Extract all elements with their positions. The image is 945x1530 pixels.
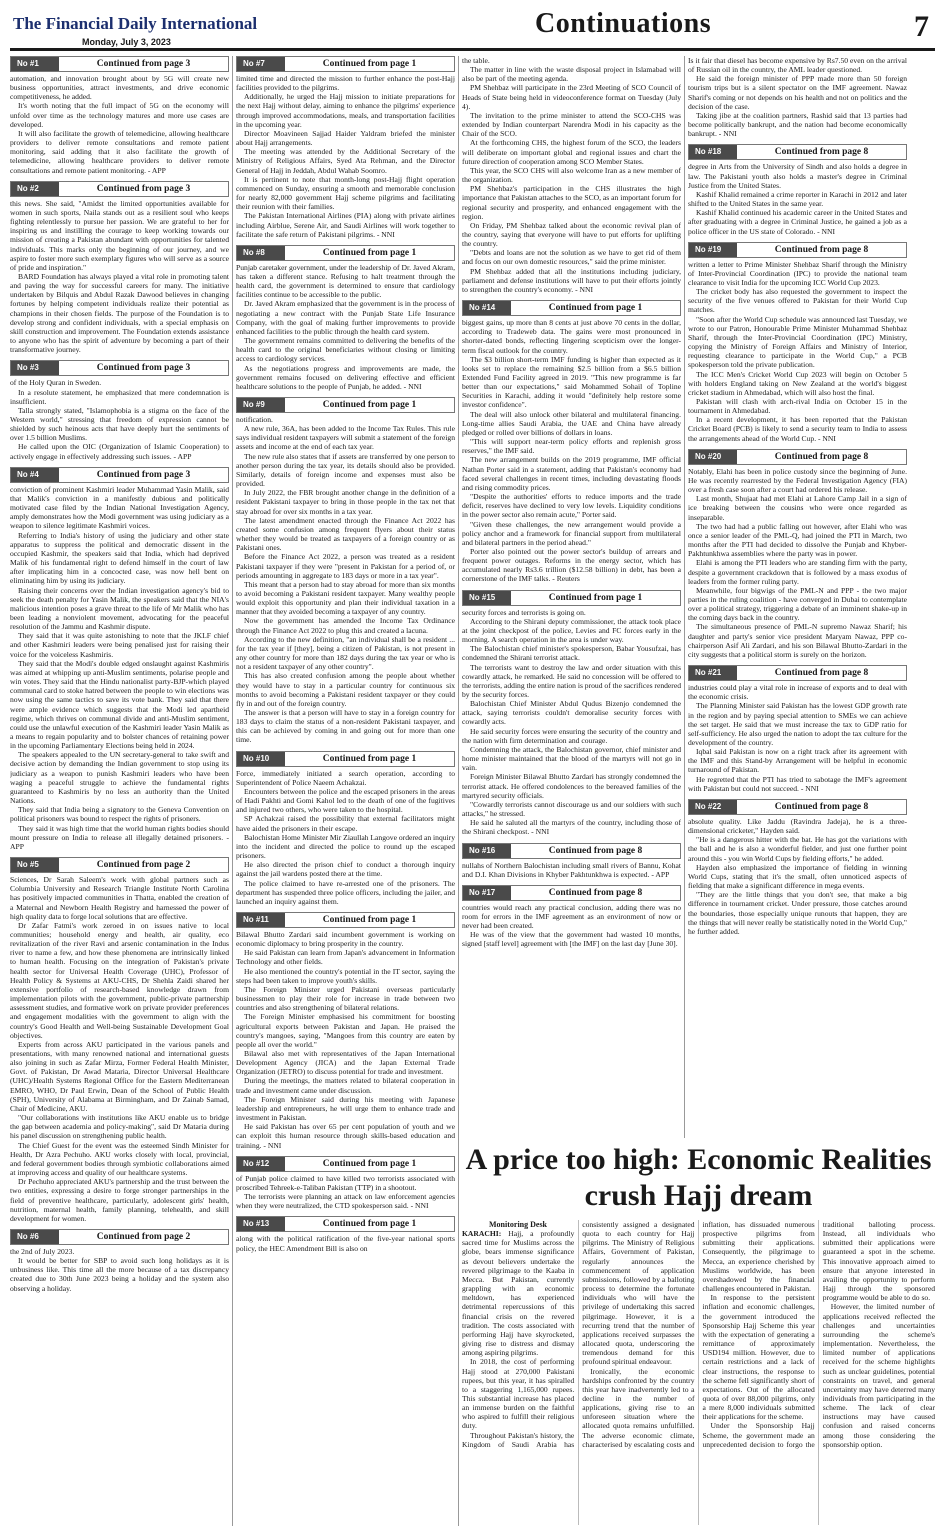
continued-label: Continued from page 1 <box>322 1219 417 1230</box>
paragraph: In July 2022, the FBR brought another change in the definition of a resident Pakistani taxpayer to bring in those people in the tax net that stay abroad for over six months in a tax year. <box>236 488 455 516</box>
paragraph: The terrorists were planning an attack on law enforcement agencies when they were neutralized, the CTD spokesperson said. - NNI <box>236 1192 455 1211</box>
story <box>688 665 907 793</box>
story <box>236 751 455 906</box>
story-number-badge: No #4 <box>11 468 59 482</box>
story-number-badge: No #6 <box>11 1230 59 1244</box>
paragraph: In a resolute statement, he emphasized that mere condemnation is insufficient. <box>10 387 229 406</box>
paragraph: The Balochistan chief minister's spokesperson, Babar Yousufzai, has condemned the Shirani terrorist attack. <box>462 644 681 663</box>
paragraph: The answer is that a person will have to stay in a foreign country for 183 days to claim the status of a non-resident Pakistani taxpayer, and this can be achieved by coming in and going out for more than one time. <box>236 708 455 745</box>
paragraph: The Planning Minister said Pakistan has the lowest GDP growth rate in the region and by paying special attention to SMEs we can achieve the set target. He said that we must increase the tax to GDP ratio for self-sufficiency. He also urged the nation to adopt the tax culture for the development of the country. <box>688 701 907 747</box>
paragraph: Balochistan Home Minister Mir Ziaullah Langove ordered an inquiry into the incident and directed the police to round up the escaped prisoners. <box>236 832 455 861</box>
paragraph: The terrorists want to destroy the law and order situation with this cowardly attack, he remarked. He said no concession will be offered to the terrorists, adding the entire nation is proud of the sacrifices rendered by the security forces. <box>462 662 681 699</box>
paragraph: The speakers appealed to the UN secretary-general to take swift and decisive action by demanding the Indian government to stop using its judiciary as a weapon to punish Kashmiri leaders who have been waging a peaceful struggle to achieve the fundamental rights guaranteed to Kashmiris by no less an authority than the United Nations. <box>10 750 229 806</box>
story <box>236 245 455 391</box>
story-body <box>462 318 681 584</box>
paragraph: Before the Finance Act 2022, a person was treated as a resident Pakistani taxpayer if they were "present in Pakistan for a period of, or periods amounting in aggregate to 183 days or more in a tax year". <box>236 552 455 580</box>
story <box>688 449 907 659</box>
story-body <box>462 903 681 949</box>
story-number-badge: No #10 <box>237 752 285 766</box>
continued-label: Continued from page 3 <box>96 59 191 69</box>
paragraph: The Foreign Minister said during his meeting with Japanese leadership and entrepreneurs, he will urge them to enhance trade and investment in Pakistan. <box>236 1094 455 1123</box>
continued-label: Continued from page 2 <box>96 1231 191 1242</box>
section-title: Continuations <box>535 8 712 39</box>
story-header <box>10 1229 229 1245</box>
continued-label: Continued from page 8 <box>774 244 869 255</box>
feature-paragraph: In response to the persistent inflation and economic challenges, the government introduced the Sponsorship Hajj Scheme this year with the expectation of generating a remittance of approximately USD194 million. However, due to certain restrictions and a lack of clear instructions, the response to the scheme fell significantly short of expectations. Out of the allocated quota of over 88,000 pilgrims, only a mere 8,000 individuals submitted their applications for the scheme. <box>702 1293 815 1422</box>
story-number-badge: No #11 <box>237 913 285 927</box>
paragraph: They said that India being a signatory to the Geneva Convention on political prisoners was bound to respect the rights of prisoners. <box>10 805 229 824</box>
continued-label: Continued from page 2 <box>96 860 191 871</box>
paragraph: He said he saluted all the martyrs of the country, including those of the Shirani checkpost. - NNI <box>462 818 681 837</box>
story-header <box>462 843 681 859</box>
story-header <box>236 1156 455 1172</box>
story-body <box>688 56 907 138</box>
paragraph: This year, the SCO CHS will also welcome Iran as a new member of the organization. <box>462 165 681 185</box>
feature-article <box>462 1142 935 1526</box>
paragraph: The latest amendment enacted through the Finance Act 2022 has created some confusion among frequent flyers about their status whether they would be treated as taxpayers of a foreign country or as Pakistani ones. <box>236 515 455 553</box>
story <box>688 56 907 138</box>
column-divider <box>232 56 233 1526</box>
paragraph: Bilawal also met with representatives of the Japan International Development Agency (JICA) and the Japan External Trade Organization (JETRO) to discuss potential for trade and investment. <box>236 1049 455 1077</box>
story-body <box>10 1247 229 1293</box>
continued-label: Continued from page 3 <box>96 469 191 480</box>
continued-label: Continued from page 3 <box>96 363 191 374</box>
feature-paragraph: Throughout Pakistan's history, the Kingdom of Saudi Arabia has consistently assigned a designated quota to each country for Hajj pilgrims. The Ministry of Religious Affairs, Government of Pakistan, regularly announces the commencement of application submissions, followed by a balloting process to determine the fortunate individuals who will have the privilege of undertaking this sacred pilgrimage. However, it is a recurring trend that the number of applications received surpasses the allocated quota, underscoring the tremendous demand for this profound spiritual endeavour. <box>462 1220 695 1449</box>
paragraph: Elahi is among the PTI leaders who are standing firm with the party, despite a government crackdown that is followed by a mass exodus of leaders from the former ruling party. <box>688 558 907 586</box>
paragraph: During the meetings, the matters related to bilateral cooperation in trade and investment came under discussion. <box>236 1076 455 1095</box>
paragraph: Force, immediately initiated a search operation, according to Superintendent of Police Naeem Achakzai. <box>236 768 455 787</box>
page-number: 7 <box>914 10 929 43</box>
masthead-rule <box>10 48 935 51</box>
paragraph: He said Pakistan can learn from Japan's advancement in Information Technology and other fields. <box>236 948 455 967</box>
paragraph: The government remains committed to delivering the benefits of the health card to the original beneficiaries without closing or limiting access to cardiology services. <box>236 336 455 364</box>
column-3 <box>462 56 681 1138</box>
paragraph: Iqbal said Pakistan is now on a right track after its agreement with the IMF and this Stand-by Arrangement will be helpful in economic turnaround of Pakistan. <box>688 747 907 775</box>
paragraph: "This will support near-term policy efforts and replenish gross reserves," the IMF said. <box>462 437 681 456</box>
paragraph: of the Holy Quran in Sweden. <box>10 378 102 388</box>
paragraph: He regretted that the PTI has tried to sabotage the IMF's agreement with Pakistan but could not succeed. - NNI <box>688 774 907 793</box>
paragraph: Kashif Khalid remained a crime reporter in Karachi in 2012 and later shifted to the United States in the same year. <box>688 189 907 209</box>
paragraph: Notably, Elahi has been in police custody since the beginning of June. He was recently rearrested by the Federal Investigation Agency (FIA) over a fresh case soon after a court had ordered his release. <box>688 466 907 495</box>
paragraph: Additionally, he urged the Hajj mission to initiate preparations for the next Hajj without delay, aiming to enhance the pilgrims' experience through improved accommodations, meals, and transportation facilities in the upcoming year. <box>236 92 455 129</box>
story <box>462 56 681 294</box>
paragraph: The cricket body has also requested the government to inspect the security of the five venues offered to Pakistan for their World Cup matches. <box>688 287 907 315</box>
story-number-badge: No #12 <box>237 1157 285 1171</box>
paragraph: "Despite the authorities' efforts to reduce imports and the trade deficit, reserves have declined to very low levels. Liquidity conditions in the power sector also remain acute," Porter said. <box>462 492 681 520</box>
continued-label: Continued from page 1 <box>322 914 417 925</box>
paragraph: It would be better for SBP to avoid such long holidays as it is unbusiness like. This time all the more because of a tax discrepancy created due to 30th June 2023 being a holiday and the system also observing a holiday. <box>10 1256 229 1293</box>
paragraph: The simultaneous presence of PML-N supremo Nawaz Sharif; his daughter and party's senior vice president Maryam Nawaz, PPP co-chairperson Asif Ali Zardari, and his son Bilawal Bhutto-Zardari in the city suggests that a political storm is surely on the horizon. <box>688 622 907 659</box>
paragraph: Talla strongly stated, "Islamophobia is a stigma on the face of the Western world," stressing that freedom of expression cannot be shielded by such heinous acts that have deeply hurt the sentiments of over 1.5 billion Muslims. <box>10 405 229 443</box>
story-header <box>236 56 455 72</box>
story-number-badge: No #21 <box>689 666 737 680</box>
paragraph: They said that the Modi's double edged onslaught against Kashmiris was aimed at whipping up anti-Muslim sentiments, polarise people and win votes. They said that the Hindu nationalist party-BJP-which played communal card to stoke hatred between the people to win elections was now using the same tactics to save its vote bank. They said that there were ample evidence which suggests that the Modi led apartheid regime, which thrives on communal divide and anti-Muslim sentiment, could use the unlawful execution of the Kashmiri leader Yasin Malik as a means to regain popularity and to bolster chances of retaining power in the upcoming Parliamentary Elections being held in 2024. <box>10 658 229 751</box>
paragraph: Encounters between the police and the escaped prisoners in the areas of Hadi Pakhti and Gomi Kahol led to the death of one of the fugitives and injured two others, who were taken to the hospital. <box>236 786 455 815</box>
story-number-badge: No #15 <box>463 591 511 605</box>
story-body <box>236 74 455 239</box>
story <box>688 242 907 443</box>
story-header <box>688 144 907 160</box>
paragraph: along with the political ratification of the five-year national sports policy, the HEC Amendment Bill is also on <box>236 1234 455 1253</box>
paragraph: written a letter to Prime Minister Shehbaz Sharif through the Ministry of Inter-Provincial Coordination (IPC) to provide the national team clearance to visit India for the upcoming ICC World Cup 2023. <box>688 259 907 287</box>
continued-label: Continued from page 1 <box>548 592 643 603</box>
paragraph: countries would reach any practical conclusion, adding there was no room for errors in the IMF agreement as an environment of now or never had been created. <box>462 902 681 931</box>
paragraph: Pakistan will clash with arch-rival India on October 15 in the tournament in Ahmedabad. <box>688 397 907 416</box>
paragraph: notification. <box>236 415 273 424</box>
paragraph: He was of the view that the government had wasted 10 months, signed [staff level] agreement with [the IMF] on the last day [June 30]. <box>462 930 681 949</box>
story-number-badge: No #22 <box>689 800 737 814</box>
feature-body <box>462 1220 935 1525</box>
story <box>462 843 681 879</box>
story <box>236 1216 455 1252</box>
story-header <box>688 242 907 258</box>
story <box>236 1156 455 1211</box>
paragraph: The new rule also states that if assets are transferred by one person to another person during the tax year, its details should also be provided. Similarly, details of foreign income and expenses must also be provided. <box>236 451 455 489</box>
story <box>236 912 455 1150</box>
paragraph: It will also facilitate the growth of telemedicine, allowing healthcare providers to deliver remote consultations and remote patient monitoring, said adding that it also facilitate the growth of telemedicine, allowing healthcare providers to deliver remote consultations and remote patient monitoring. - APP <box>10 128 229 175</box>
paragraph: He said security forces were ensuring the security of the country and the nation with firm determination and courage. <box>462 726 681 745</box>
feature-paragraph: KARACHI: Hajj, a profoundly sacred time for Muslims across the globe, bears immense significance as devout believers undertake the revered pilgrimage to the Kaaba in Mecca. But Pakistan, currently grappling with an economic meltdown, has experienced detrimental repercussions of this financial crisis on the revered tradition. The costs associated with performing Hajj have skyrocketed, giving rise to distress and dismay among aspiring pilgrims. <box>462 1229 575 1358</box>
story-number-badge: No #19 <box>689 243 737 257</box>
story-body <box>10 485 229 851</box>
story-body <box>236 769 455 906</box>
paragraph: limited time and directed the mission to further enhance the post-Hajj facilities provided to the pilgrims. <box>236 74 455 93</box>
story-header <box>236 751 455 767</box>
paragraph: Raising their concerns over the Indian investigation agency's bid to seek the death penalty for Yasin Malik, the speakers said that the NIA's malicious intention poses a grave threat to the life of Mr Malik who has been leading a nonviolent movement, advocating for the peaceful resolution of the Jammu and Kashmir dispute. <box>10 585 229 632</box>
paragraph: Meanwhile, four bigwigs of the PML-N and PPP - the two major parties in the ruling coalition - have converged in Dubai to contemplate over a political strategy, triggering a debate of an imminent shake-up in the coming days back in the country. <box>688 585 907 623</box>
story-body <box>688 467 907 659</box>
paragraph: In a recent development, it has been reported that the Pakistan Cricket Board (PCB) is likely to send a security team to India to assess the arrangements ahead of the World Cup. - NNI <box>688 415 907 443</box>
story <box>688 144 907 235</box>
story-header <box>236 397 455 413</box>
story <box>688 799 907 936</box>
paragraph: security forces and terrorists is going on. <box>462 607 586 617</box>
paragraph: biggest gains, up more than 8 cents at just above 70 cents in the dollar, according to Tradeweb data. The gains were most pronounced in shorter-dated bonds, reflecting lingering scepticism over the longer-term fiscal outlook for the country. <box>462 318 681 355</box>
paragraph: He also directed the prison chief to conduct a thorough inquiry against the jail wardens posted there at the time. <box>236 860 455 879</box>
column-divider <box>458 56 459 1526</box>
paragraph: The matter in line with the waste disposal project in Islamabad will also be part of the meeting agenda. <box>462 65 681 84</box>
continued-label: Continued from page 8 <box>774 801 869 812</box>
story <box>10 181 229 355</box>
paragraph: "Soon after the World Cup schedule was announced last Tuesday, we wrote to our Patron, Honourable Prime Minister Muhammad Shehbaz Sharif, through the Inter-Provincial Coordination (IPC) Ministry, copying the Ministry of Foreign Affairs and Ministry of Interior, requesting clearance to participate in the World Cup," a PCB spokesperson told the private publication. <box>688 314 907 370</box>
paragraph: Last month, Shujaat had met Elahi at Lahore Camp Jail in a sign of ice breaking between the cousins who were once regarded as inseparable. <box>688 494 907 522</box>
issue-date: Monday, July 3, 2023 <box>82 37 171 47</box>
story <box>462 590 681 837</box>
story-number-badge: No #7 <box>237 57 285 71</box>
paragraph: Dr Zafar Fatmi's work zeroed in on issues native to local communities; household energy and health, air quality, eco revitalization of the river Ravi and arsenic contamination in the Indus river to name a few, and how these phenomena are intrinsically linked to human health. Focusing on the integration of Pakistan's private health sector for Universal Health Coverage (UHC), Professor of Health Policy & Systems at AKU-CHS, Dr Shehla Zaidi shared her extensive portfolio of research-based knowledge drawn from implementation pilots with the government, public-private partnership assessment studies, and formative work on private provider preferences and engagement modalities with the government to align with the country's Good Health and Well-being Sustainable Development Goal objectives. <box>10 920 229 1040</box>
story-body <box>236 1234 455 1252</box>
story-header <box>10 360 229 376</box>
column-4 <box>688 56 907 1138</box>
paragraph: Punjab caretaker government, under the leadership of Dr. Javed Akram, has taken a different stance. Refusing to halt treatment through the health card, the government is determined to ensure that cardiology facilities continue to be accessible to the public. <box>236 262 455 300</box>
paragraph: Experts from across AKU participated in the various panels and presentations, with many renowned national and international guests also joining in such as Zafar Mirza, Former Federal Health Minister, Govt. of Pakistan, Dr Awad Mataria, Director Universal Healthcare (UHC)/Health Systems Regional Office for the Eastern Mediterranean EMRO, WHO, Dr Paul Erwin, Dean of the School of Public Health (SPH), University of Alabama at Birmingham, and Dr Zainab Samad, Chair of Medicine, AKU. <box>10 1039 229 1113</box>
paragraph: It's worth noting that the full impact of 5G on the economy will unfold over time as the technology matures and more use cases are developed. <box>10 101 229 129</box>
paragraph: It is pertinent to note that month-long post-Hajj flight operation commenced on Sunday, ensuring a smooth and memorable conclusion for nearly 82,000 government Hajj scheme pilgrims and facilitating their reunion with their families. <box>236 174 455 212</box>
story-header <box>462 590 681 606</box>
story-header <box>236 912 455 928</box>
feature-paragraph: In 2018, the cost of performing Hajj stood at 270,000 Pakistani rupees, but this year, it has spiralled to a staggering 1,165,000 rupees. This substantial increase has placed an immense burden on the faithful who aspired to fulfill their religious duty. <box>462 1357 575 1431</box>
paragraph: Dr. Javed Akram emphasized that the government is in the process of negotiating a new contract with the Punjab State Life Insurance Company, with the goal of making further improvements to provide enhanced facilities to the public through the health card system. <box>236 299 455 336</box>
story-body <box>10 378 229 460</box>
story-body <box>236 415 455 745</box>
story <box>10 56 229 175</box>
paragraph: The ICC Men's Cricket World Cup 2023 will begin on October 5 with holders England taking on New Zealand at the world's biggest cricket stadium in Ahmedabad, which will also host the final. <box>688 369 907 397</box>
paragraph: Director Moavineen Sajjad Haider Yaldram briefed the minister about Hajj arrangements. <box>236 128 455 148</box>
paragraph: the 2nd of July 2023. <box>10 1246 75 1256</box>
continued-label: Continued from page 1 <box>322 59 417 69</box>
paragraph: Porter also pointed out the power sector's buildup of arrears and frequent power outages. Reforms in the energy sector, which has accumulated nearly Rs3.6 trillion ($12.58 billion) in debt, has been a cornerstone of the IMF talks. - Reuters <box>462 546 681 584</box>
column-divider <box>684 56 685 1138</box>
story-body <box>688 162 907 235</box>
paragraph: "Cowardly terrorists cannot discourage us and our soldiers with such attacks," he stressed. <box>462 799 681 819</box>
paragraph: Taking jibe at the coalition partners, Rashid said that 13 parties had become politically bankrupt, and the nation had become economically bankrupt. - NNI <box>688 110 907 139</box>
story <box>10 857 229 1223</box>
story-number-badge: No #14 <box>463 301 511 315</box>
paragraph: nullahs of Northern Balochistan including small rivers of Bannu, Kohat and D.I. Khan Divisions in Khyber Pakhtunkhwa is expected. - APP <box>462 860 681 879</box>
story-number-badge: No #17 <box>463 886 511 900</box>
paragraph: As the negotiations progress and improvements are made, the government remains focused on delivering effective and efficient healthcare solutions to the people of Punjab, he added. - NNI <box>236 363 455 391</box>
story-header <box>10 857 229 873</box>
paragraph: Condemning the attack, the Balochistan governor, chief minister and home minister maintained that the blood of the martyrs will not go in vain. <box>462 744 681 773</box>
continued-label: Continued from page 1 <box>322 1158 417 1169</box>
story-body <box>462 608 681 837</box>
paragraph: The police claimed to have re-arrested one of the prisoners. The department has suspended three police officers, including the jailer, and launched an inquiry against them. <box>236 878 455 906</box>
paragraph: They said it was high time that the world human rights bodies should mount pressure on India to release all illegally detained prisoners. - APP <box>10 823 229 851</box>
paragraph: Dr Pechuho appreciated AKU's partnership and the trust between the two entities, expressing a desire to forge stronger partnerships in the field of preventive healthcare, particularly, adolescent girls' health, nutrition, maternal health, family planning, telehealth, and skill development for women. <box>10 1177 229 1223</box>
story-header <box>462 300 681 316</box>
paragraph: "Given these challenges, the new arrangement would provide a policy anchor and a framework for financial support from multilateral and bilateral partners in the period ahead." <box>462 519 681 547</box>
continued-label: Continued from page 1 <box>322 400 417 410</box>
paragraph: industries could play a vital role in increase of exports and to deal with the economic crisis. <box>688 683 907 702</box>
paragraph: According to the new definition, "an individual shall be a resident ... for the tax year if [they], being a citizen of Pakistan, is not present in any other country for more than 182 days during the tax year or who is not a resident taxpayer of any other country". <box>236 634 455 672</box>
story-number-badge: No #13 <box>237 1217 285 1231</box>
continued-label: Continued from page 8 <box>548 845 643 856</box>
paragraph: This meant that a person had to stay abroad for more than six months to avoid becoming a Pakistani resident taxpayer. Many wealthy people would exploit this opportunity and plan their individual taxation in a manner that they avoided becoming a taxpayer of any country. <box>236 579 455 617</box>
paragraph: conviction of prominent Kashmiri leader Muhammad Yasin Malik, said that Malik's conviction in a manifestly dubious and politically motivated case filed by the Indian National Investigation Agency, amply demonstrates how the Modi government was using judiciary as a weapon to silence legitimate Kashmiri voices. <box>10 484 229 531</box>
paragraph: of Punjab police claimed to have killed two terrorists associated with proscribed Tehreek-e-Taliban Pakistan (TTP) in a shootout. <box>236 1173 455 1192</box>
paragraph: automation, and innovation brought about by 5G will create new business opportunities, attract investments, and drive economic competitiveness, he added. <box>10 74 229 102</box>
feature-headline: A price too high: Economic Realities crush Hajj dream <box>465 1143 932 1212</box>
paragraph: He said the foreign minister of PPP made more than 50 foreign tourism trips but is a silent spectator on the IMF agreement. Nawaz Sharif's coming or not depends on his health and not on politics and the decision of the case. <box>688 74 907 111</box>
story-body <box>688 260 907 443</box>
feature-paragraph: However, the limited number of applications received reflected the challenges and uncertainties surrounding the scheme's implementation. Nevertheless, the limited number of applications received for the scheme highlights such as unclear guidelines, potential constraints on travel, and general uncertainty may have deterred many individuals from participating in the scheme. The lack of clear instructions may have caused confusion and raised concerns among those considering the sponsorship option. <box>822 1302 935 1449</box>
paragraph: "Our collaborations with institutions like AKU enable us to bridge the gap between academia and policy-making", said Dr Mataria during his panel discussion on strengthening public health. <box>10 1113 229 1141</box>
continued-label: Continued from page 8 <box>774 451 869 462</box>
story-header <box>688 799 907 815</box>
story-header <box>462 885 681 901</box>
continued-label: Continued from page 1 <box>322 247 417 258</box>
story-body <box>10 199 229 355</box>
paragraph: Kashif Khalid continued his academic career in the United States and after graduating with a degree in Criminal Justice, he gained a job as a police officer in the US state of Colorado. - NNI <box>688 208 907 236</box>
paragraph: The Chief Guest for the event was the esteemed Sindh Minister for Health, Dr Azra Pechuho. AKU works closely with local, provincial, and federal government bodies through symbiotic collaborations aimed at improving access and quality of our healthcare systems. <box>10 1140 229 1178</box>
story <box>10 467 229 851</box>
paragraph: the table. <box>462 56 490 65</box>
story-body <box>236 1174 455 1211</box>
continued-label: Continued from page 1 <box>322 753 417 764</box>
continued-label: Continued from page 3 <box>96 183 191 194</box>
paragraph: "Debts and loans are not the solution as we have to get rid of them and focus on our own domestic resources," said the prime minister. <box>462 248 681 267</box>
story-number-badge: No #18 <box>689 145 737 159</box>
paragraph: BARD Foundation has always played a vital role in promoting talent and paving the way for successful careers for many. The initiative undertaken by Bilquis and Abdul Razak Dawood believes in changing fortunes by helping competent individuals realize their potential as champions in their chosen fields. The purpose of the Foundation is to develop strong and confident individuals, with a special emphasis on skill construction and improvement. The Foundation extends assistance to anyone who has the spirit of adventure by becoming a part of their transformative journey. <box>10 271 229 355</box>
masthead <box>10 6 935 46</box>
story-body <box>236 930 455 1150</box>
continued-label: Continued from page 8 <box>774 668 869 679</box>
paragraph: The invitation to the prime minister to attend the SCO-CHS was extended by Indian counterpart Narendra Modi in his capacity as the Chair of the SCO. <box>462 110 681 139</box>
paragraph: Foreign Minister Bilawal Bhutto Zardari has strongly condemned the terrorist attack. He offered condolences to the bereaved families of the martyred security officials. <box>462 772 681 800</box>
continued-label: Continued from page 8 <box>548 887 643 898</box>
paragraph: absolute quality. Like Jaddu (Ravindra Jadeja), he is a three-dimensional cricketer," Hayden said. <box>688 816 907 836</box>
story <box>462 300 681 584</box>
paragraph: The Foreign Minister emphasised his commitment for boosting agricultural exports between Pakistan and Japan. He praised the country's mangoes, saying, "Mangoes from this country are eaten by people all over the world." <box>236 1012 455 1049</box>
feature-paragraph: Under the Sponsorship Hajj Scheme, the government made an unprecedented decision to forgo the traditional balloting process. Instead, all individuals who submitted their applications were guaranteed a spot in the scheme. This innovative approach aimed to ensure that anyone interested in availing the opportunity to perform Hajj through the sponsored programme would be able to do so. <box>702 1220 935 1449</box>
paragraph: PM Shehbaz added that all the institutions including judiciary, parliament and defense institutions will have to put their efforts jointly to strengthen the country's economy. - NNI <box>462 266 681 294</box>
story-header <box>236 1216 455 1232</box>
story-number-badge: No #9 <box>237 398 285 412</box>
paragraph: "They are the little things that you don't see, that make a big difference in tournament cricket. Under pressure, those catches around the boundaries, those especially unique runouts that happen, they are the things that will never really be statistically noted in the World Cup," he further added. <box>688 890 907 936</box>
story-body <box>688 683 907 793</box>
story-number-badge: No #20 <box>689 450 737 464</box>
story-body <box>688 817 907 936</box>
paragraph: PM Shehbaz's participation in the CHS illustrates the high importance that Pakistan attaches to the SCO, as an important forum for regional security and prosperity, and enhanced engagement with the region. <box>462 184 681 221</box>
paragraph: Hayden also emphasized the importance of fielding in winning World Cups, stating that it's the small, often unnoticed aspects of fielding that make a significant difference in mega events. <box>688 862 907 891</box>
paragraph: Referring to India's history of using the judiciary and other state apparatus to suppress the political and democratic dissent in the occupied Kashmir, the speakers said that India, which had deprived Malik of his fundamental right to defend himself in the court of law after implicating him in a concocted case, was now hell bent on eliminating him by using its judiciary. <box>10 530 229 586</box>
story-number-badge: No #3 <box>11 361 59 375</box>
paragraph: On Friday, PM Shehbaz talked about the economic revival plan of the country, saying that everyone will have to put efforts for uplifting the country. <box>462 220 681 249</box>
story-header <box>10 181 229 197</box>
story-number-badge: No #8 <box>237 246 285 260</box>
story <box>10 360 229 460</box>
dateline: KARACHI: <box>462 1229 509 1239</box>
paragraph: Balochistan Chief Minister Abdul Qudus Bizenjo condemned the attack, saying terrorists couldn't demoralise security forces with cowardly acts. <box>462 699 681 727</box>
paragraph: degree in Arts from the University of Sindh and also holds a degree in law. The Pakistani youth also holds a master's degree in Criminal Justice from the United States. <box>688 162 907 190</box>
paragraph: The Foreign Minister urged Pakistani overseas particularly businessmen to play their role for increase in trade between two countries and also strengthening of bilateral relations. <box>236 984 455 1013</box>
story-header <box>688 449 907 465</box>
paragraph: At the forthcoming CHS, the highest forum of the SCO, the leaders will deliberate on important global and regional issues and chart the future direction of cooperation among SCO Member States. <box>462 138 681 166</box>
paragraph: He also mentioned the country's potential in the IT sector, saying the steps had been taken to improve youth's skills. <box>236 966 455 985</box>
story-header <box>10 467 229 483</box>
continued-label: Continued from page 8 <box>774 147 869 158</box>
feature-byline: Monitoring Desk <box>489 1220 547 1229</box>
paragraph: He said Pakistan has over 65 per cent population of youth and we can exploit this human resource through skills-based education and training. - NNI <box>236 1122 455 1150</box>
paragraph: Bilawal Bhutto Zardari said incumbent government is working on economic diplomacy to bring prosperity in the country. <box>236 929 455 949</box>
feature-paragraph: Ironically, the economic hardships confronted by the country this year have inadvertently led to a decline in the number of applications, giving rise to an unforeseen situation where the allocated quota remains unfulfilled. The adverse economic climate, characterised by escalating costs and inflation, has dissuaded numerous prospective pilgrims from submitting their applications. Consequently, the pilgrimage to Mecca, an experience cherished by Muslims worldwide, has been overshadowed by the financial challenges encountered in Pakistan. <box>582 1220 815 1449</box>
story-number-badge: No #1 <box>11 57 59 71</box>
paragraph: SP Achakzai raised the possibility that external facilitators might have aided the prisoners in their escape. <box>236 814 455 833</box>
paragraph: According to the Shirani deputy commissioner, the attack took place at the joint checkpost of the police, Levies and FC forces early in the morning. A search operation in the area is under way. <box>462 616 681 645</box>
story-header <box>688 665 907 681</box>
paragraph: The deal will also unlock other bilateral and multilateral financing. Long-time allies Saudi Arabia, the UAE and China have already pledged or rolled over billions of dollars in loans. <box>462 409 681 437</box>
paragraph: They said that it was quite astonishing to note that the JKLF chief and other Kashmiri leaders were being penalised just for raising their voice for the voiceless Kashmiris. <box>10 631 229 659</box>
column-1 <box>10 56 229 1526</box>
paragraph: The new arrangement builds on the 2019 programme, IMF official Nathan Porter said in a statement, adding that Pakistan's economy had faced several challenges in recent times, including devastating floods and rising commodity prices. <box>462 455 681 492</box>
paragraph: He called upon the OIC (Organization of Islamic Cooperation) to actively engage in effectively addressing such issues. - APP <box>10 442 229 461</box>
story-body <box>10 74 229 175</box>
story-number-badge: No #5 <box>11 858 59 872</box>
story-header <box>236 245 455 261</box>
paragraph: this news. She said, "Amidst the limited opportunities available for women in such sports, Naila stands out as a resilient soul who keeps fighting relentlessly to pursue her passion. We are grateful to her for inspiring us and instilling the courage to keep working towards our mission of creating a Pakistan abundant with opportunities for talented individuals. This marks only the beginning of our journey, and we aspire to foster more such exemplary figures who will serve as a source of pride and inspiration." <box>10 198 229 272</box>
story <box>462 885 681 949</box>
story <box>236 56 455 239</box>
story-header <box>10 56 229 72</box>
story-body <box>236 263 455 391</box>
story-body <box>10 875 229 1223</box>
paragraph: This has also created confusion among the people about whether they would have to stay in a particular country for continuous six months to avoid becoming a Pakistani resident taxpayer or they could fly in and out of the foreign country. <box>236 671 455 708</box>
paragraph: A new rule, 36A, has been added to the Income Tax Rules. This rule says individual resident taxpayers will submit a statement of the foreign assets and income at the end of each tax year. <box>236 424 455 452</box>
paragraph: Is it fair that diesel has become expensive by Rs7.50 even on the arrival of Russian oil in the country, the AML leader questioned. <box>688 56 907 75</box>
story-number-badge: No #2 <box>11 182 59 196</box>
paragraph: The $3 billion short-term IMF funding is higher than expected as it looks set to replace the remaining $2.5 billion from a $6.5 billion Extended Fund Facility agreed in 2019. "This new programme is far better than our expectations," said Mohammed Sohail of Topline Securities in Karachi, adding it would "definitely help restore some investor confidence". <box>462 354 681 410</box>
paragraph: Sciences, Dr Sarah Saleem's work with global partners such as Columbia University and Research Triangle Institute North Carolina has positively impacted communities in Thatta, enabled the creation of a Maternal and Newborn Health Registry and harnessed the power of high quality data to forge local solutions that are effective. <box>10 875 229 921</box>
paper-name: The Financial Daily International <box>13 14 258 33</box>
paragraph: The two had had a public falling out however, after Elahi who was once a senior leader of the PML-Q, had joined the PTI in March, two months after the PTI had decided to dissolve the Punjab and Khyber-Pakhtunkhwa assemblies where the party was in power. <box>688 521 907 559</box>
continued-label: Continued from page 1 <box>548 303 643 314</box>
story <box>236 397 455 745</box>
paragraph: Now the government has amended the Income Tax Ordinance through the Finance Act 2022 to plug this and created a lacuna. <box>236 616 455 635</box>
story-body <box>462 861 681 879</box>
paragraph: "He is a dangerous hitter with the bat. He has got the variations with the ball and he is also a wonderful fielder, and just one further point around this - you win World Cups by fielding efforts," he added. <box>688 835 907 863</box>
story-number-badge: No #16 <box>463 844 511 858</box>
paragraph: The meeting was attended by the Additional Secretary of the Ministry of Religious Affairs, Syed Ata Rehman, and the Director General of Hajj in Jeddah, Abdul Wahab Soomro. <box>236 147 455 175</box>
story <box>10 1229 229 1293</box>
column-2 <box>236 56 455 1526</box>
paragraph: The Pakistan International Airlines (PIA) along with private airlines including Airblue, Serene Air, and Saudi Airlines will work together to facilitate the safe return of Pakistani pilgrims. - NNI <box>236 211 455 239</box>
story-body <box>462 56 681 294</box>
paragraph: PM Shehbaz will participate in the 23rd Meeting of SCO Council of Heads of State being held in videoconference format on Tuesday (July 4). <box>462 83 681 111</box>
